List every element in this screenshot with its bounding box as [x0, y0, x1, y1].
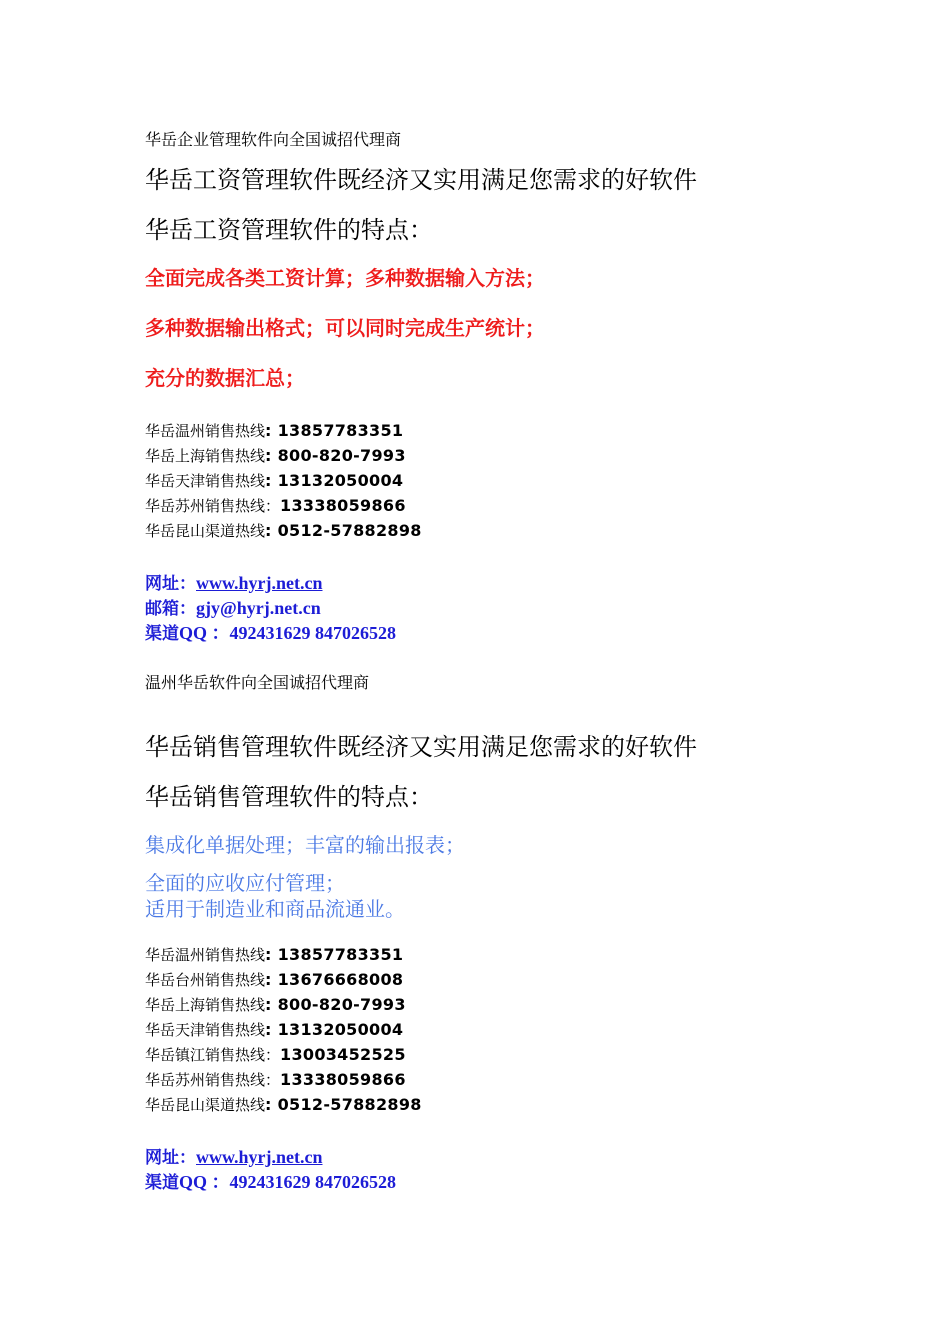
features-title-salary: 华岳工资管理软件的特点：: [145, 216, 433, 244]
hotline-label: 华岳天津销售热线: [145, 472, 266, 490]
qq-value: QQ ：492431629 847026528: [179, 623, 397, 643]
hotline-label: 华岳昆山渠道热线: [145, 1096, 266, 1114]
hotline-number: 13003452525: [280, 1045, 406, 1064]
recruit-line-2: 温州华岳软件向全国诚招代理商: [145, 673, 370, 692]
hotline-label: 华岳上海销售热线: [145, 447, 266, 465]
qq-row: [145, 619, 396, 645]
hotline-label: 华岳苏州销售热线：: [145, 1071, 281, 1089]
hotline-row: [145, 994, 406, 1015]
hotline-label: 华岳苏州销售热线：: [145, 497, 281, 515]
hotline-number: : 13676668008: [265, 970, 404, 989]
hotline-row: [145, 1069, 406, 1090]
website-label: 网址：: [145, 1148, 196, 1168]
hotline-number: : 13132050004: [265, 471, 404, 490]
hotline-number: 13338059866: [280, 496, 406, 515]
hotline-row: [145, 470, 403, 491]
email-value: gjy@hyrj.net.cn: [196, 598, 321, 618]
hotline-number: : 800-820-7993: [265, 995, 406, 1014]
feature-salary-2: 多种数据输出格式；可以同时完成生产统计；: [145, 316, 545, 340]
hotline-number: : 13132050004: [265, 1020, 404, 1039]
hotline-row: [145, 420, 403, 441]
features-title-sales: 华岳销售管理软件的特点：: [145, 783, 433, 811]
hotline-row: [145, 1044, 406, 1065]
hotline-number: : 0512-57882898: [265, 521, 422, 540]
hotline-row: [145, 1094, 422, 1115]
website-row: [145, 569, 323, 594]
feature-salary-1: 全面完成各类工资计算；多种数据输入方法；: [145, 266, 545, 290]
recruit-line-1: 华岳企业管理软件向全国诚招代理商: [145, 130, 402, 149]
hotline-number: : 13857783351: [265, 945, 404, 964]
website-label: 网址：: [145, 574, 196, 594]
hotline-row: [145, 969, 403, 990]
feature-salary-3: 充分的数据汇总；: [145, 366, 305, 390]
headline-sales: 华岳销售管理软件既经济又实用满足您需求的好软件: [145, 733, 697, 761]
qq-label: 渠道: [145, 624, 179, 644]
website-link[interactable]: www.hyrj.net.cn: [196, 573, 323, 593]
feature-sales-1: 集成化单据处理；丰富的输出报表；: [145, 833, 465, 857]
website-row: [145, 1143, 323, 1168]
hotline-row: [145, 520, 422, 541]
hotline-number: : 0512-57882898: [265, 1095, 422, 1114]
headline-salary: 华岳工资管理软件既经济又实用满足您需求的好软件: [145, 166, 697, 194]
feature-sales-3: 适用于制造业和商品流通业。: [145, 897, 405, 921]
email-label: 邮箱：: [145, 599, 196, 619]
hotline-number: : 800-820-7993: [265, 446, 406, 465]
qq-row: [145, 1168, 396, 1194]
hotline-number: 13338059866: [280, 1070, 406, 1089]
hotline-row: [145, 495, 406, 516]
hotline-label: 华岳天津销售热线: [145, 1021, 266, 1039]
hotline-row: [145, 1019, 403, 1040]
hotline-label: 华岳温州销售热线: [145, 946, 266, 964]
hotline-label: 华岳镇江销售热线：: [145, 1046, 281, 1064]
qq-value: QQ ：492431629 847026528: [179, 1172, 397, 1192]
feature-sales-2: 全面的应收应付管理；: [145, 871, 345, 895]
hotline-row: [145, 944, 403, 965]
hotline-number: : 13857783351: [265, 421, 404, 440]
hotline-label: 华岳温州销售热线: [145, 422, 266, 440]
hotline-label: 华岳台州销售热线: [145, 971, 266, 989]
hotline-row: [145, 445, 406, 466]
hotline-label: 华岳上海销售热线: [145, 996, 266, 1014]
email-row: [145, 594, 321, 619]
hotline-label: 华岳昆山渠道热线: [145, 522, 266, 540]
qq-label: 渠道: [145, 1173, 179, 1193]
website-link[interactable]: www.hyrj.net.cn: [196, 1147, 323, 1167]
